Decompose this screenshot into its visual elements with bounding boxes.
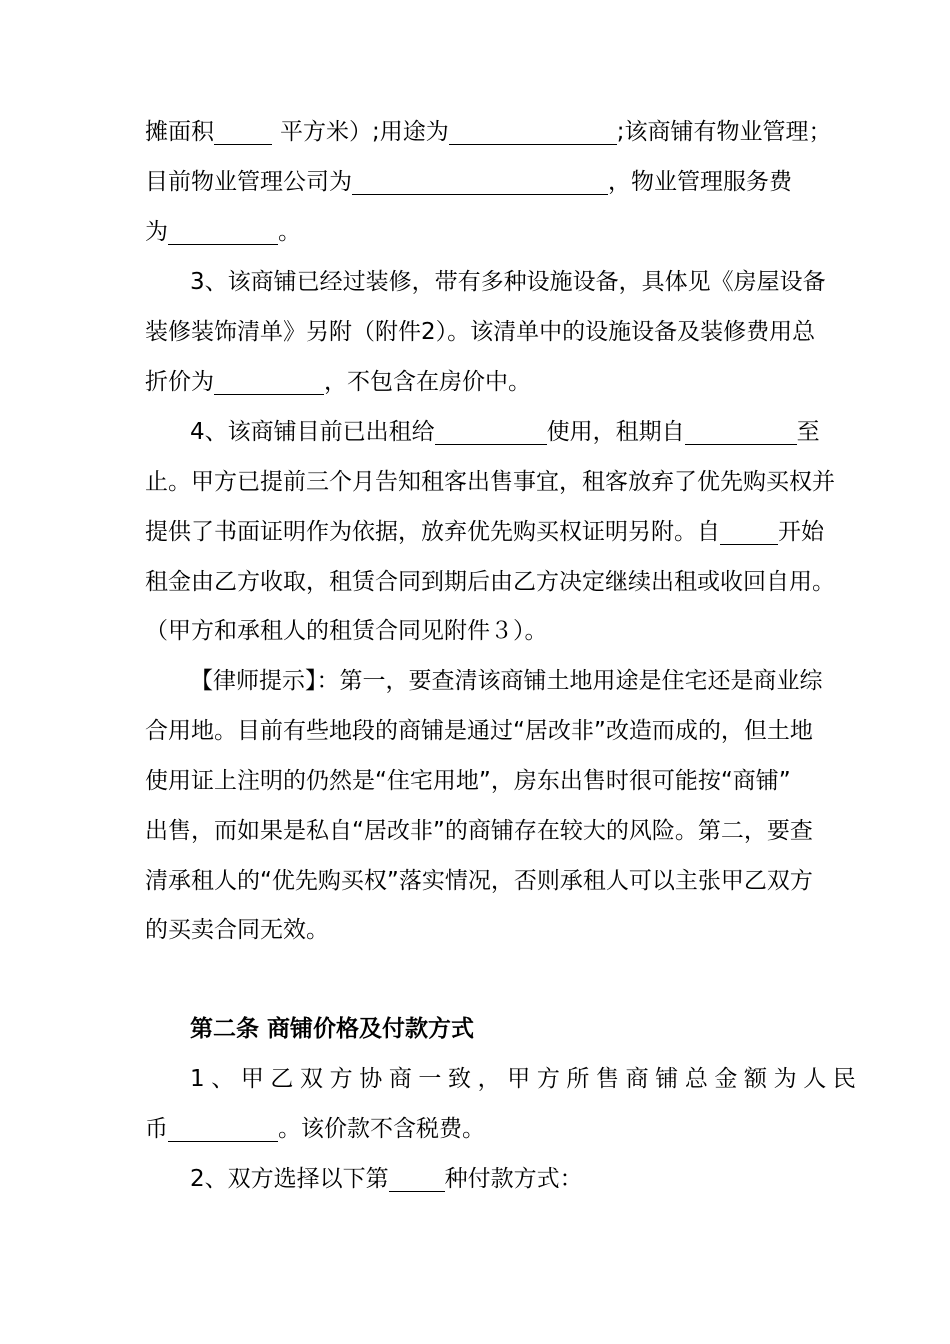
text-line: 4、该商铺目前已出租给 使用，租期自 至 — [190, 419, 820, 445]
text-line: 提供了书面证明作为依据，放弃优先购买权证明另附。自 开始 — [145, 519, 824, 545]
text-line: 出售，而如果是私自“居改非”的商铺存在较大的风险。第二，要查 — [145, 818, 813, 844]
text-line: 摊面积 平方米）;用途为 ;该商铺有物业管理； — [145, 119, 832, 145]
blank-shared-area — [214, 118, 272, 145]
text-line: 为 。 — [145, 219, 301, 245]
text-line: 的买卖合同无效。 — [145, 917, 329, 943]
text-line: 合用地。目前有些地段的商铺是通过“居改非”改造而成的，但土地 — [145, 718, 813, 744]
text-line: 币 。该价款不含税费。 — [145, 1116, 485, 1142]
text-line: 止。甲方已提前三个月告知租客出售事宜，租客放弃了优先购买权并 — [145, 469, 835, 495]
blank-tenant — [435, 418, 547, 445]
section-heading: 第二条 商铺价格及付款方式 — [190, 1016, 475, 1042]
text-line: 1、甲乙双方协商一致，甲方所售商铺总金额为人民 — [190, 1066, 863, 1092]
text-line: 清承租人的“优先购买权”落实情况，否则承租人可以主张甲乙双方 — [145, 868, 813, 894]
text-line: 装修装饰清单》另附（附件2）。该清单中的设施设备及装修费用总 — [145, 319, 816, 345]
text-line: 3、该商铺已经过装修，带有多种设施设备，具体见《房屋设备 — [190, 269, 826, 295]
lawyer-tip: 【律师提示】：第一，要查清该商铺土地用途是住宅还是商业综 — [190, 668, 823, 694]
blank-service-fee — [168, 218, 278, 245]
blank-rent-start — [720, 518, 778, 545]
text-line: 租金由乙方收取，租赁合同到期后由乙方决定继续出租或收回自用。 — [145, 569, 835, 595]
text-line: 目前物业管理公司为 ，物业管理服务费 — [145, 169, 792, 195]
blank-property-company — [352, 168, 608, 195]
text-line: （甲方和承租人的租赁合同见附件３）。 — [145, 618, 548, 644]
blank-payment-option — [389, 1165, 445, 1192]
text-line: 2、双方选择以下第 种付款方式： — [190, 1166, 583, 1192]
text-line: 折价为 ，不包含在房价中。 — [145, 369, 531, 395]
blank-discount-price — [214, 368, 324, 395]
blank-usage — [449, 118, 617, 145]
text-line: 使用证上注明的仍然是“住宅用地”，房东出售时很可能按“商铺” — [145, 768, 791, 794]
blank-lease-start — [685, 418, 797, 445]
blank-total-price — [168, 1115, 278, 1142]
